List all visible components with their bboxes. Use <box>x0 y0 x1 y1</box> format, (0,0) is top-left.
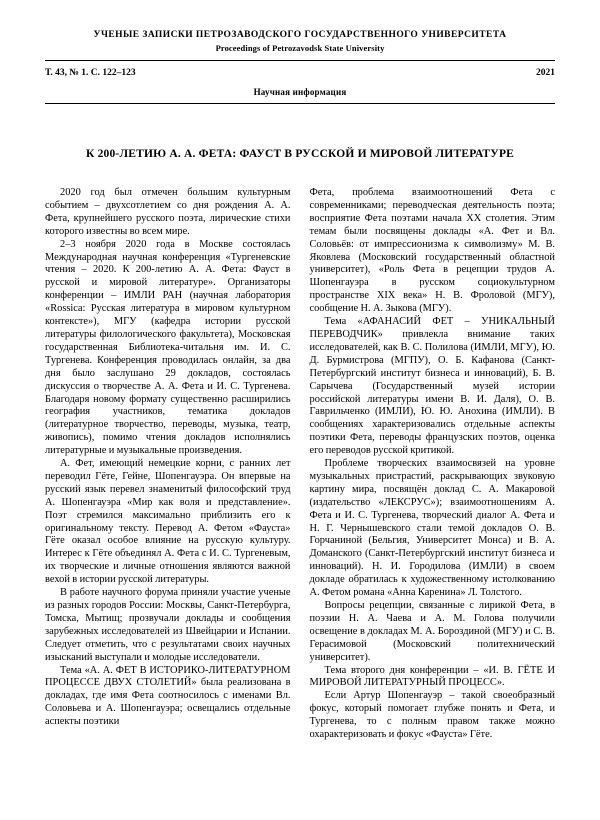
paragraph: Если Артур Шопенгауэр – такой своеобразный фокус, который помогает глубже понять и Фета, и Тургенева, то с полным правом также можно охарактеризовать и фокус «Фауста» Гёте. <box>309 690 555 741</box>
paragraph: А. Фет, имеющий немецкие корни, с ранних лет переводил Гёте, Гейне, Шопенгауэра. Он впервые на русский язык перевел знаменитый философский труд А. Шопенгауэра «Мир как воля и представление». Поэт стремился максимально приблизить его к оригинальному тексту. Перевод А. Фетом «Фауста» Гёте оказал особое влияние на русскую культуру. Интерес к Гёте объединял А. Фета с И. С. Тургеневым, их творческие и личные отношения являются важной вехой в истории русской литературы. <box>45 458 291 586</box>
paragraph: Проблеме творческих взаимосвязей на уровне музыкальных пристрастий, раскрывающих звуковую картину мира, посвящён доклад С. А. Макаровой (издательство «ЛЕКСРУС»); взаимоотношениям А. Фета и И. С. Тургенева, творческий диалог А. Фета и Н. Г. Чернышевского стали темой докладов О. В. Горчаниной (Бельгия, Университет Монса) и В. А. Доманского (Санкт-Петербургский институт бизнеса и инноваций). Н. И. Городилова (ИМЛИ) в своем докладе обратилась к художественному истолкованию А. Фетом романа «Анна Каренина» Л. Толстого. <box>309 458 555 599</box>
section-label: Научная информация <box>253 87 347 97</box>
header-rule-bottom <box>45 103 555 104</box>
paragraph: В работе научного форума приняли участие ученые из разных городов России: Москвы, Санкт-Петербурга, Томска, Мытищ; прозвучали доклады и сообщения зарубежных исследователей из Швейцарии и Испании. Следует отметить, что с результатами своих научных изысканий выступали и молодые исследователи. <box>45 587 291 663</box>
journal-title: УЧЕНЫЕ ЗАПИСКИ ПЕТРОЗАВОДСКОГО ГОСУДАРСТВЕННОГО УНИВЕРСИТЕТА <box>93 30 507 40</box>
paragraph: 2–3 ноября 2020 года в Москве состоялась Международная научная конференция «Тургеневские чтения – 2020. К 200-летию А. А. Фета: Фауст в русской и мировой литературе». Организаторы конференции – ИМЛИ РАН (научная лаборатория «Rossica: Русская литература в мировом культурном контексте»), МГУ (кафедра истории русской литературы филологического факультета), Московская государственная Библиотека-читальня им. И. С. Тургенева. Конференция проводилась онлайн, за два дня было заслушано 29 докладов, состоялась дискуссия о творчестве А. А. Фета и И. С. Тургенева. Благодаря новому формату существенно расширились география участников, тематика докладов (литературное творчество, переводы, музыка, театр, живопись), помимо чтения докладов исполнялись литературные и музыкальные произведения. <box>45 238 291 457</box>
volume-row <box>45 68 555 78</box>
paragraph: Тема второго дня конференции – «И. В. ГЁТЕ И МИРОВОЙ ЛИТЕРАТУРНЫЙ ПРОЦЕСС». <box>309 664 555 689</box>
paragraph: Тема «АФАНАСИЙ ФЕТ – УНИКАЛЬНЫЙ ПЕРЕВОДЧИК» привлекла внимание таких исследователей, как В. С. Полилова (ИМЛИ, МГУ), Ю. Д. Бурмистрова (МГПУ), О. Б. Кафанова (Санкт-Петербургский институт бизнеса и инноваций), Б. В. Сарычева (Государственный музей истории российской литературы имени В. И. Даля), О. В. Гаврильченко (ИМЛИ), Ю. Ю. Анохина (ИМЛИ). В сообщениях характеризовались отдельные аспекты поэтики Фета, переводы французских поэтов, оценка его переводов русской критикой. <box>309 316 555 457</box>
article-body <box>45 187 555 742</box>
volume-pages-info: Т. 43, № 1. С. 122–123 <box>45 68 136 78</box>
publication-year: 2021 <box>536 68 555 78</box>
paragraph: 2020 год был отмечен большим культурным событием – двухсотлетием со дня рождения А. А. Фета, крупнейшего русского поэта, лирические стихи которого известны во всем мире. <box>45 187 291 237</box>
paragraph: Вопросы рецепции, связанные с лирикой Фета, в поэзии Н. А. Чаева и А. М. Голова получили освещение в докладах М. А. Бороздиной (МГУ) и С. В. Герасимовой (Московский политехнический университет). <box>309 600 555 663</box>
journal-subtitle: Proceedings of Petrozavodsk State University <box>215 43 385 53</box>
left-column <box>45 187 291 742</box>
paragraph: Тема «А. А. ФЕТ В ИСТОРИКО-ЛИТЕРАТУРНОМ ПРОЦЕССЕ ДВУХ СТОЛЕТИЙ» была реализована в докладах, где имя Фета соотносилось с именами Вл. Соловьева и А. Шопенгауэра; освещались отдельные аспекты поэтики <box>45 664 291 728</box>
header-rule-top <box>45 60 555 61</box>
journal-header <box>45 30 555 104</box>
article-title: К 200-ЛЕТИЮ А. А. ФЕТА: ФАУСТ В РУССКОЙ И МИРОВОЙ ЛИТЕРАТУРЕ <box>85 148 515 160</box>
right-column <box>310 187 556 742</box>
paragraph: Фета, проблема взаимоотношений Фета с современниками; переводческая деятельность поэта; восприятие Фета поэтами начала XX столетия. Этим темам были посвящены доклады «А. Фет и Вл. Соловьёв: от импрессионизма к символизму» М. В. Яковлева (Московский государственный областной университет), «Роль Фета в рецепции трудов А. Шопенгауэра в русском социокультурном пространстве XIX века» Н. В. Фроловой (МГУ), сообщение Н. А. Зыкова (МГУ). <box>309 187 555 315</box>
